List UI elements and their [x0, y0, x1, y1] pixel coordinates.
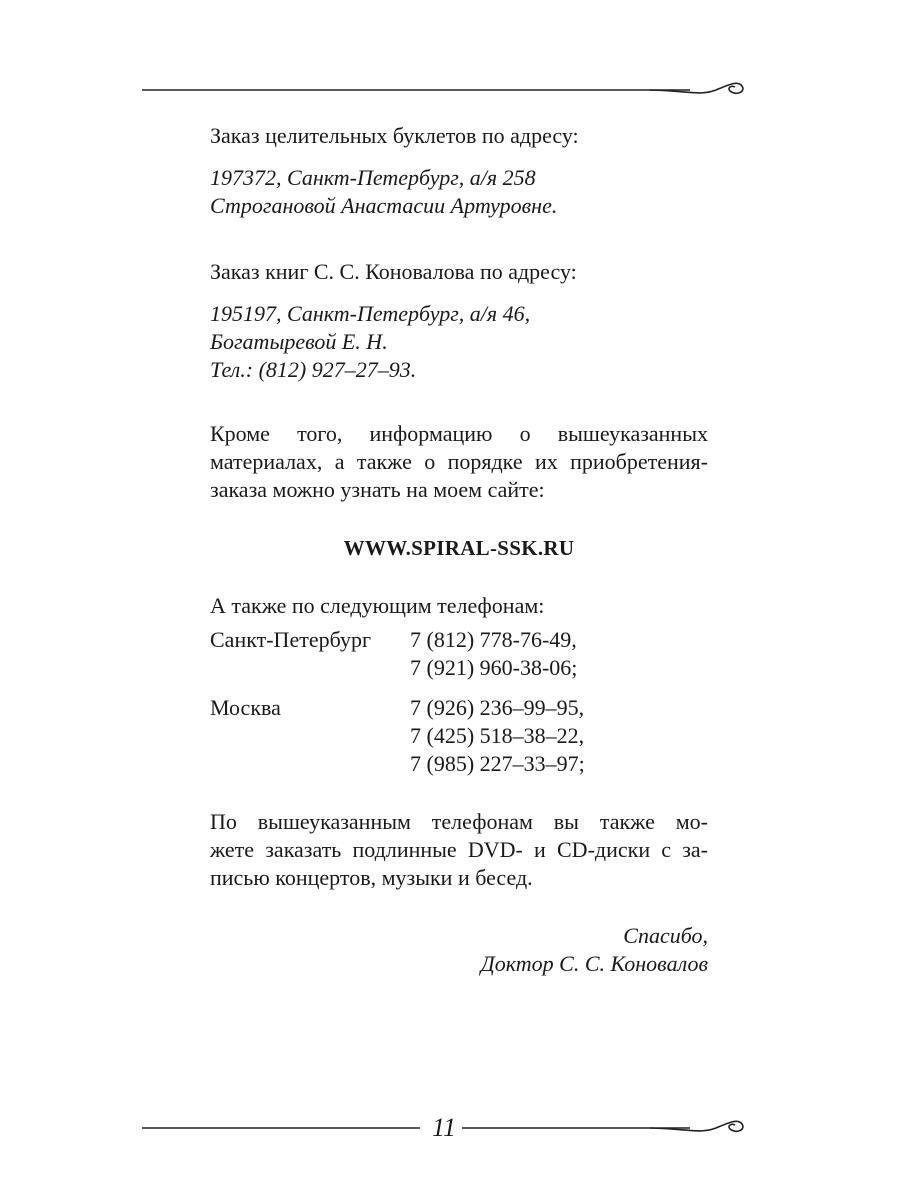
phones-table	[210, 694, 708, 778]
info-line-3: заказа можно узнать на моем сайте:	[210, 477, 545, 502]
info-line-2: материалах, а также о порядке их приобретения-	[210, 449, 708, 474]
books-address-line-1: 195197, Санкт-Петербург, а/я 46,	[210, 301, 531, 326]
page-content	[210, 122, 708, 978]
city-numbers	[410, 694, 708, 778]
dvd-paragraph	[210, 808, 708, 892]
books-phone-line: Тел.: (812) 927–27–93.	[210, 357, 417, 382]
books-address-line-2: Богатыревой Е. Н.	[210, 329, 388, 354]
dvd-line-1: По вышеуказанным телефонам вы также мо-	[210, 809, 708, 834]
books-heading: Заказ книг С. С. Коновалова по адресу:	[210, 259, 577, 284]
top-decorative-rule	[0, 70, 900, 110]
info-paragraph	[210, 420, 708, 504]
page-number: 11	[431, 1113, 457, 1142]
dvd-line-3: писью концертов, музыки и бесед.	[210, 865, 533, 890]
city-name: Москва	[210, 695, 281, 720]
phone-number: 7 (926) 236–99–95,	[410, 695, 585, 720]
phones-intro: А также по следующим телефонам:	[210, 593, 545, 618]
phone-number: 7 (425) 518–38–22,	[410, 723, 585, 748]
city-name: Санкт-Петербург	[210, 627, 371, 652]
phones-table	[210, 626, 708, 682]
booklets-address-line-1: 197372, Санкт-Петербург, а/я 258	[210, 165, 536, 190]
phone-number: 7 (812) 778-76-49,	[410, 627, 577, 652]
dvd-line-2: жете заказать подлинные DVD- и CD-диски с за-	[210, 837, 708, 862]
website-link[interactable]: WWW.SPIRAL-SSK.RU	[343, 536, 575, 560]
booklets-heading: Заказ целительных буклетов по адресу:	[210, 123, 579, 148]
phone-number: 7 (921) 960-38-06;	[410, 655, 578, 680]
phone-number: 7 (985) 227–33–97;	[410, 751, 585, 776]
booklets-address-line-2: Строгановой Анастасии Артуровне.	[210, 193, 558, 218]
info-line-1: Кроме того, информацию о вышеуказанных	[210, 421, 708, 446]
signature-thanks: Спасибо,	[623, 923, 708, 948]
signature-author: Доктор С. С. Коновалов	[480, 951, 708, 976]
city-numbers	[410, 626, 708, 682]
